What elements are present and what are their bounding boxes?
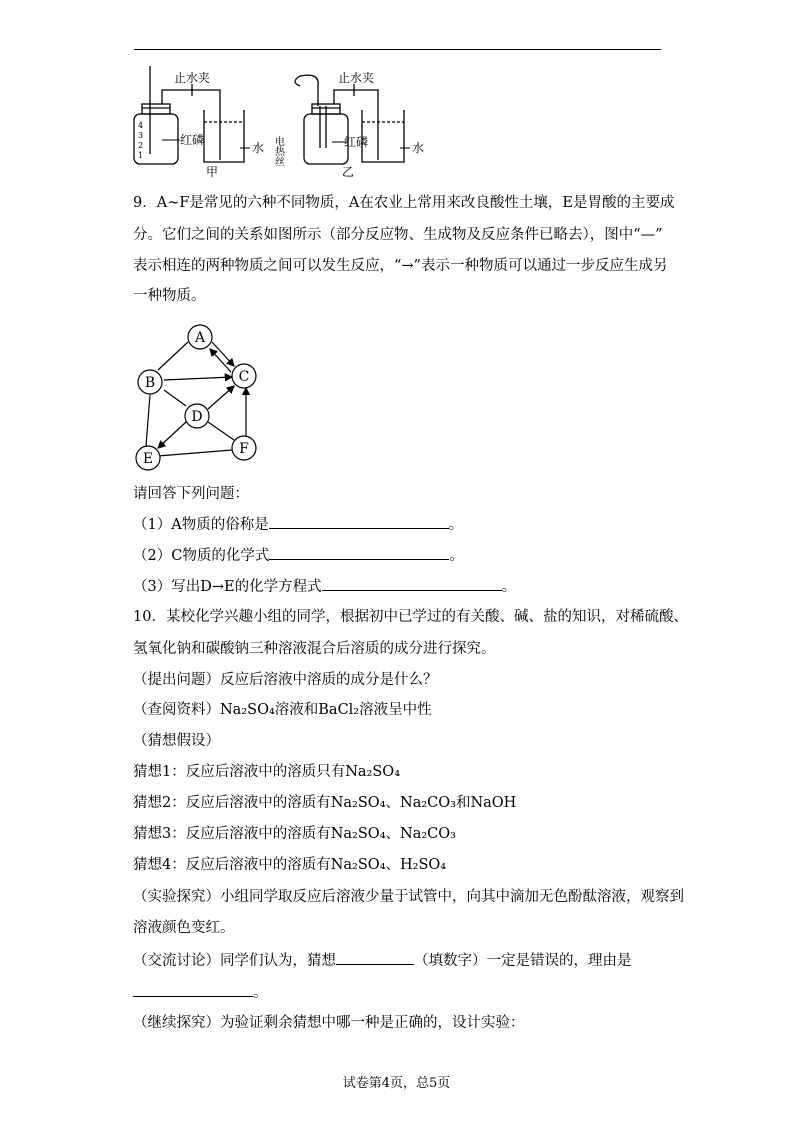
- q10-line2: 氢氧化钠和碳酸钠三种溶液混合后溶质的成分进行探究。: [133, 641, 496, 657]
- scale-4: 4: [138, 121, 144, 130]
- caption-yi: 乙: [342, 165, 355, 179]
- phosphorus-label-yi: 红磷: [344, 135, 369, 149]
- clamp-label-jia: 止水夹: [174, 71, 211, 85]
- q9-sub1: （1）A物质的俗称是 。: [133, 514, 463, 535]
- q10-reason: 。: [133, 982, 268, 1003]
- q9-line1: 9．A~F是常见的六种不同物质，A在农业上常用来改良酸性土壤，E是胃酸的主要成: [133, 195, 675, 211]
- node-f: F: [239, 441, 249, 457]
- answer-blank-5[interactable]: [133, 982, 253, 997]
- answer-blank-4[interactable]: [336, 950, 414, 965]
- caption-jia: 甲: [206, 165, 219, 179]
- q10-question: （提出问题）反应后溶液中溶质的成分是什么？: [133, 672, 438, 688]
- q10-continue: （继续探究）为验证剩余猜想中哪一种是正确的，设计实验：: [133, 1015, 525, 1031]
- q10-discussion: （交流讨论）同学们认为，猜想 （填数字）一定是错误的，理由是: [133, 950, 632, 971]
- node-d: D: [191, 409, 203, 425]
- q10-hyp2: 猜想2：反应后溶液中的溶质有Na₂SO₄、Na₂CO₃和NaOH: [133, 795, 517, 811]
- q9-sub3: （3）写出D→E的化学方程式 。: [133, 576, 516, 597]
- node-b: B: [144, 375, 156, 391]
- answer-blank-3[interactable]: [322, 576, 502, 591]
- q10-exp2: 溶液颜色变红。: [133, 920, 235, 936]
- q9-line2: 分。它们之间的关系如图所示（部分反应物、生成物及反应条件已略去），图中“—”: [133, 227, 663, 243]
- q10-info: （查阅资料）Na₂SO₄溶液和BaCl₂溶液呈中性: [133, 702, 432, 718]
- scale-1: 1: [138, 151, 144, 160]
- q10-hyp3: 猜想3：反应后溶液中的溶质有Na₂SO₄、Na₂CO₃: [133, 826, 456, 842]
- relation-diagram: [128, 322, 268, 472]
- node-e: E: [142, 451, 154, 467]
- q10-hyp-title: （猜想假设）: [133, 733, 220, 749]
- node-c: C: [238, 369, 250, 385]
- phosphorus-label-jia: 红磷: [180, 133, 205, 147]
- apparatus-yi: [295, 75, 410, 164]
- scale-2: 2: [138, 141, 144, 150]
- apparatus-figure: [128, 64, 448, 182]
- q9-line4: 一种物质。: [133, 288, 206, 304]
- water-label-yi: 水: [412, 141, 425, 155]
- header-rule: [134, 49, 661, 50]
- q10-hyp1: 猜想1：反应后溶液中的溶质只有Na₂SO₄: [133, 764, 401, 780]
- water-label-jia: 水: [252, 141, 265, 155]
- answer-blank-1[interactable]: [269, 514, 449, 529]
- page-footer: 试卷第4页，总5页: [342, 1076, 451, 1091]
- scale-3: 3: [138, 131, 144, 140]
- q10-exp1: （实验探究）小组同学取反应后溶液少量于试管中，向其中滴加无色酚酞溶液，观察到: [133, 889, 684, 905]
- node-a: A: [194, 330, 206, 346]
- q10-line1: 10．某校化学兴趣小组的同学，根据初中已学过的有关酸、碱、盐的知识，对稀硫酸、: [133, 609, 688, 625]
- heating-wire-label: 电热丝: [272, 136, 284, 166]
- q10-hyp4: 猜想4：反应后溶液中的溶质有Na₂SO₄、H₂SO₄: [133, 857, 447, 873]
- clamp-label-yi: 止水夹: [338, 71, 375, 85]
- q9-sub2: （2）C物质的化学式 。: [133, 545, 464, 566]
- q9-prompt: 请回答下列问题：: [133, 486, 249, 502]
- answer-blank-2[interactable]: [269, 545, 449, 560]
- q9-line3: 表示相连的两种物质之间可以发生反应，“→”表示一种物质可以通过一步反应生成另: [133, 258, 668, 274]
